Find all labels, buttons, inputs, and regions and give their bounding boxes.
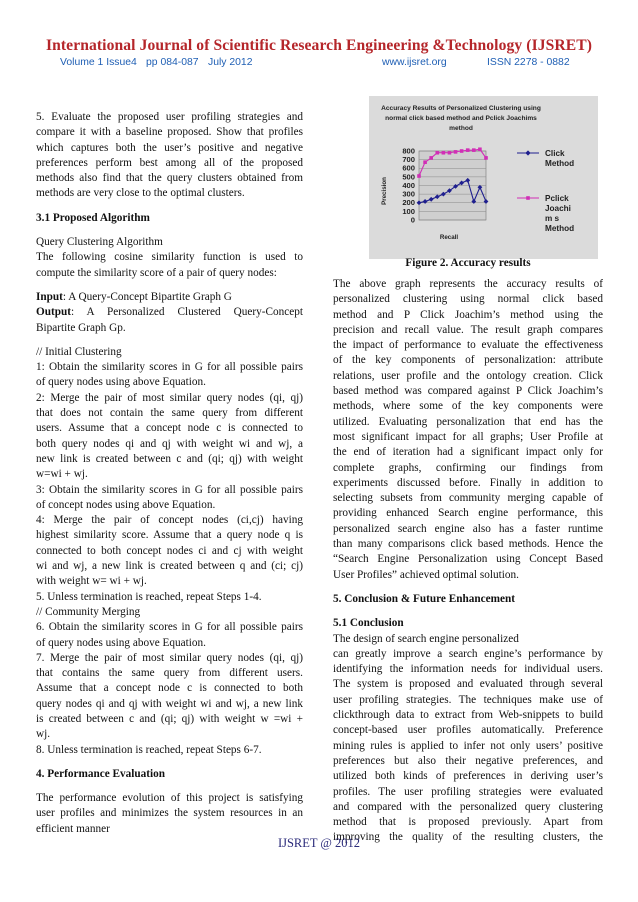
text-line: methods also find that the query clusters obtained from [36,172,303,185]
text-line: personalized clustering using normal click based [333,293,603,306]
text-line: 6. Obtain the similarity scores in G for all possible pairs [36,621,303,634]
text-line: with weight w= wi + wj. [36,575,147,588]
text-line: both query nodes qi and qj with weight wi and wj, a [36,437,303,450]
output-text: : A Personalized Clustered Query-Concept [71,306,303,319]
journal-title: International Journal of Scientific Research Engineering &Technology (IJSRET) [45,37,593,54]
text-line: w=wi + wj. [36,468,88,481]
y-tick-label: 500 [402,172,415,182]
text-line: methods, where some of the key components were [333,400,603,413]
journal-website[interactable]: www.ijsret.org [382,57,447,68]
text-line: and compared with the personalized query clustering [333,800,603,813]
text-line: precision and recall value. The result graph compares [333,323,603,336]
text-line: 1: Obtain the similarity scores in G for all possible pairs [36,361,303,374]
accuracy-chart [369,96,598,259]
chart-title-line: method [449,125,473,132]
text-line: that does not contain the same query from different [36,407,303,420]
legend-swatch-marker [525,150,530,155]
legend-label: Joachi [545,204,571,213]
text-line: new link is created between c and (qi; qj) with weight [36,452,303,465]
page-footer: IJSRET @ 2012 [277,836,361,850]
section-heading-proposed-algorithm: 3.1 Proposed Algorithm [36,211,150,224]
text-line: 4: Merge the pair of concept nodes (ci,cj) having [36,514,303,527]
issn-number: ISSN 2278 - 0882 [487,57,570,68]
text-line: The following cosine similarity function is used to [36,251,303,264]
text-line: the impact of performance to evaluate the effectiveness [333,339,603,352]
data-point [423,160,427,164]
page-range: pp 084-087 [146,57,199,68]
evaluation-item [36,110,303,202]
algorithm-title: Query Clustering Algorithm [36,236,163,249]
legend-label: Click [545,149,565,158]
text-line: 8. Unless termination is reached, repeat Steps 6-7. [36,743,262,756]
text-line: “Search Engine Personalization using Concept Based [333,553,603,566]
text-line: utilized both kinds of preferences in deriving user’s [333,770,603,783]
data-point [478,147,482,151]
text-line: which captures both the user’s positive and negative [36,141,303,154]
y-tick-label: 600 [402,163,415,173]
text-line: Assume that a concept node c is connected to both [36,682,303,695]
input-text: : A Query-Concept Bipartite Graph G [62,290,232,303]
text-line: compare it with a baseline proposed. Show that profiles [36,126,303,139]
y-tick-label: 200 [402,198,415,208]
chart-title-line: Accuracy Results of Personalized Clustering using [381,105,541,112]
text-line: 3: Obtain the similarity scores in G for all possible pairs [36,483,303,496]
text-line: The above graph represents the accuracy results of [333,278,603,290]
text-line: concept-based user profiles automatically. Preference [333,724,603,737]
text-line: The system is proposed and evaluated through several [333,678,603,691]
data-point [460,149,464,153]
text-line: selecting subsets from community merging capable of [333,492,603,505]
figure-caption: Figure 2. Accuracy results [405,257,531,269]
text-line: method that is proposed previously. Apart from [333,816,603,829]
text-line: highest similarity score. Assume that a query node q is [36,529,303,542]
data-point [448,151,452,155]
legend-swatch-marker [526,196,530,200]
accuracy-chart-svg [369,96,598,259]
text-line: compute the similarity score of a pair of query nodes: [36,266,277,279]
data-point [454,150,458,154]
subsection-heading-conclusion: 5.1 Conclusion [333,617,404,630]
text-line: personalized search engine also has a faster runtime [333,522,603,535]
section-heading-performance-evaluation: 4. Performance Evaluation [36,767,166,780]
text-line: methods are very close to the optimal clusters. [36,187,245,200]
journal-info-row [0,57,638,71]
data-point [417,174,421,178]
data-point [466,148,470,152]
text-line: mining rules is applied to infer not only users’ positive [333,739,603,752]
chart-title-line: normal click based method and Pclick Joachims [385,115,537,122]
data-point [429,156,433,160]
text-line: user profiling strategies. The techniques make use of [333,693,603,706]
text-line: method and P Click Joachim’s method using the [333,308,603,321]
text-line: experiments discussed before. Finally in addition to [333,476,603,489]
algorithm-output [36,305,303,320]
conclusion-paragraph [333,632,603,846]
y-tick-label: 0 [410,215,415,225]
legend-label: m s [545,214,560,223]
text-line: User Profiles” achieved optimal solution. [333,568,519,581]
text-line: can greatly improve a search engine’s performance by [333,647,603,660]
volume-issue: Volume 1 Issue4 [60,57,137,68]
text-line: relations, user profile and the ontology creation. Click [333,369,603,382]
text-line: users. Assume that a concept node c is connected to [36,422,303,435]
y-tick-label: 300 [402,189,415,199]
publication-date: July 2012 [208,57,253,68]
data-point [442,151,446,155]
y-tick-label: 100 [402,206,415,216]
text-line: The performance evolution of this project is satisfying [36,792,303,805]
text-line: user profiles and minimizes the system resources in an [36,807,303,820]
y-tick-label: 800 [402,146,415,156]
right-column [333,277,603,846]
left-column [36,110,303,837]
text-line: efficient manner [36,822,110,835]
input-label: Input [36,290,63,303]
text-line: of query nodes using above Equation. [36,636,206,649]
text-line: complete graphs, confirming our findings from [333,461,603,474]
text-line: 2: Merge the pair of most similar query nodes (qi, qj) [36,391,303,404]
y-tick-label: 400 [402,180,415,190]
data-point [435,151,439,155]
section-heading-conclusion: 5. Conclusion & Future Enhancement [333,592,515,605]
text-line: // Community Merging [36,605,141,618]
text-line: of the key components of personalization: attribute [333,354,603,367]
x-axis-label: Recall [439,234,459,241]
text-line: connected to both concept nodes ci and cj with weight [36,544,303,557]
text-line: than many comparisons click based methods. Hence the [333,538,603,551]
text-line: based method was compared against P Click Joachim’s [333,385,603,398]
text-line: identifying the information needs for individual users. [333,663,603,676]
text-line: of query nodes using above Equation. [36,376,206,389]
text-line: that contains the same query from different users. [36,667,303,680]
legend-label: Pclick [545,194,569,203]
output-label: Output [36,306,72,319]
text-line: most significant impact for all graphs; User Profile at [333,430,603,443]
text-line: 5. Evaluate the proposed user profiling strategies and [36,111,303,123]
text-line: // Initial Clustering [36,345,122,358]
text-line: The design of search engine personalized [333,632,519,645]
text-line: utilized. Evaluating personalization that end has the [333,415,603,428]
text-line: preferences but also their negative preferences, and [333,754,603,767]
text-line: the end of iteration had a significant impact only for [333,446,603,459]
data-point [484,156,488,160]
text-line: providing enhanced Search engine performance, this [333,507,603,520]
text-line: clickthrough data to extract from Web-snippets to build [333,709,603,722]
text-line: query nodes qi and qj with weight wi and wj, a new link [36,697,303,710]
text-line: 7. Merge the pair of most similar query nodes (qi, qj) [36,651,303,664]
algorithm-steps [36,345,303,758]
text-line: profiles. The user profiling strategies were evaluated [333,785,603,798]
text-line: 5. Unless termination is reached, repeat Steps 1-4. [36,590,262,603]
text-line: improving the quality of the resulting clusters, the [333,831,603,844]
text-line: is created between c and (qi; qj) with weight w =wi + [36,712,303,725]
text-line: Bipartite Graph Gp. [36,321,126,334]
text-line: preferences perform best among all of the proposed [36,156,303,169]
text-line: wj. [36,728,51,741]
legend-label: Method [545,224,575,233]
data-point [472,148,476,152]
y-axis-label: Precision [381,177,388,205]
legend-label: Method [545,159,575,168]
text-line: wi and wj, a new link is created between q and (ci; cj) [36,560,303,573]
results-paragraph [333,277,603,583]
y-tick-label: 700 [402,155,415,165]
algorithm-input [36,290,303,305]
text-line: of concept nodes using above Equation. [36,498,216,511]
